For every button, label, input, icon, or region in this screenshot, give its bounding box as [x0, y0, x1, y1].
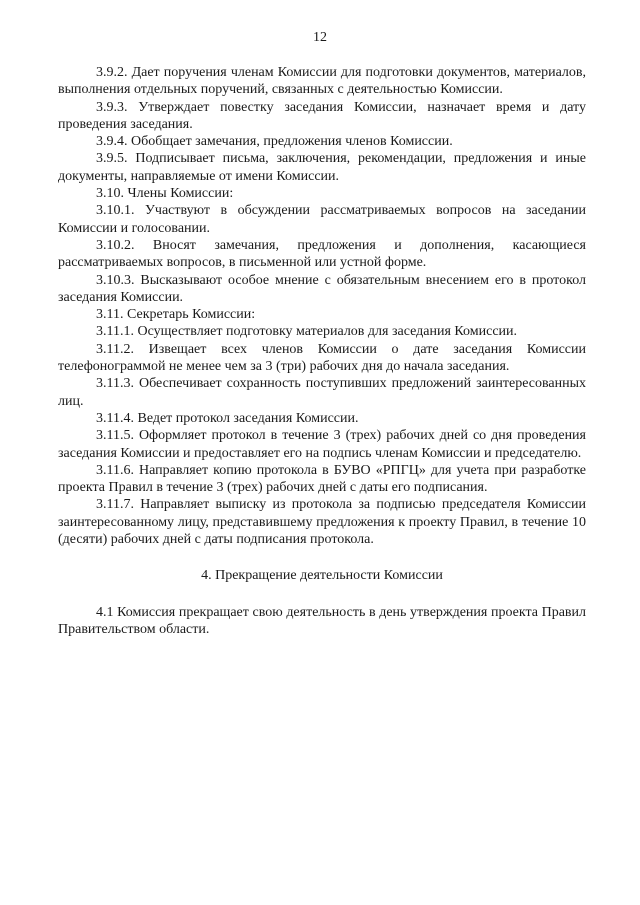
paragraph-3-10-1: 3.10.1. Участвуют в обсуждении рассматриваемых вопросов на заседании Комиссии и голосовании.	[58, 203, 586, 236]
paragraph-3-10-3: 3.10.3. Высказывают особое мнение с обязательным внесением его в протокол заседания Комиссии.	[58, 272, 586, 305]
paragraph-3-10: 3.10. Члены Комиссии:	[96, 186, 234, 202]
document-body	[58, 64, 586, 638]
paragraph-3-11-4: 3.11.4. Ведет протокол заседания Комиссии.	[96, 410, 359, 426]
paragraph-3-9-3: 3.9.3. Утверждает повестку заседания Комиссии, назначает время и дату проведения заседания.	[58, 99, 586, 132]
paragraph-3-9-2: 3.9.2. Дает поручения членам Комиссии для подготовки документов, материалов, выполнения отдельных поручений, связанных с деятельностью Комиссии.	[58, 65, 586, 98]
paragraph-3-11-1: 3.11.1. Осуществляет подготовку материалов для заседания Комиссии.	[96, 324, 518, 340]
paragraph-3-9-4: 3.9.4. Обобщает замечания, предложения членов Комиссии.	[96, 134, 453, 150]
paragraph-3-11-3: 3.11.3. Обеспечивает сохранность поступивших предложений заинтересованных лиц.	[58, 376, 586, 409]
paragraph-4-1: 4.1 Комиссия прекращает свою деятельность в день утверждения проекта Правил Правительством области.	[58, 604, 586, 637]
paragraph-3-11-6: 3.11.6. Направляет копию протокола в БУВО «РПГЦ» для учета при разработке проекта Правил в течение 3 (трех) рабочих дней с даты его подписания.	[58, 462, 586, 496]
paragraph-3-11-5: 3.11.5. Оформляет протокол в течение 3 (трех) рабочих дней со дня проведения заседания Комиссии и предоставляет его на подпись членам Комиссии и председателю.	[58, 428, 586, 461]
section-4-heading: 4. Прекращение деятельности Комиссии	[201, 568, 443, 584]
paragraph-3-9-5: 3.9.5. Подписывает письма, заключения, рекомендации, предложения и иные документы, направляемые от имени Комиссии.	[58, 151, 586, 184]
paragraph-3-11-2: 3.11.2. Извещает всех членов Комиссии о дате заседания Комиссии телефонограммой не менее чем за 3 (три) рабочих дня до начала заседания.	[58, 341, 586, 375]
paragraph-3-11-7: 3.11.7. Направляет выписку из протокола за подписью председателя Комиссии заинтересованному лицу, представившему предложения к проекту Правил, в течение 10 (десяти) рабочих дней с даты подписания протокола.	[58, 497, 586, 548]
paragraph-3-10-2: 3.10.2. Вносят замечания, предложения и дополнения, касающиеся рассматриваемых вопросов, в письменной или устной форме.	[58, 237, 586, 271]
page-number: 12	[313, 30, 327, 45]
paragraph-3-11: 3.11. Секретарь Комиссии:	[96, 307, 256, 323]
